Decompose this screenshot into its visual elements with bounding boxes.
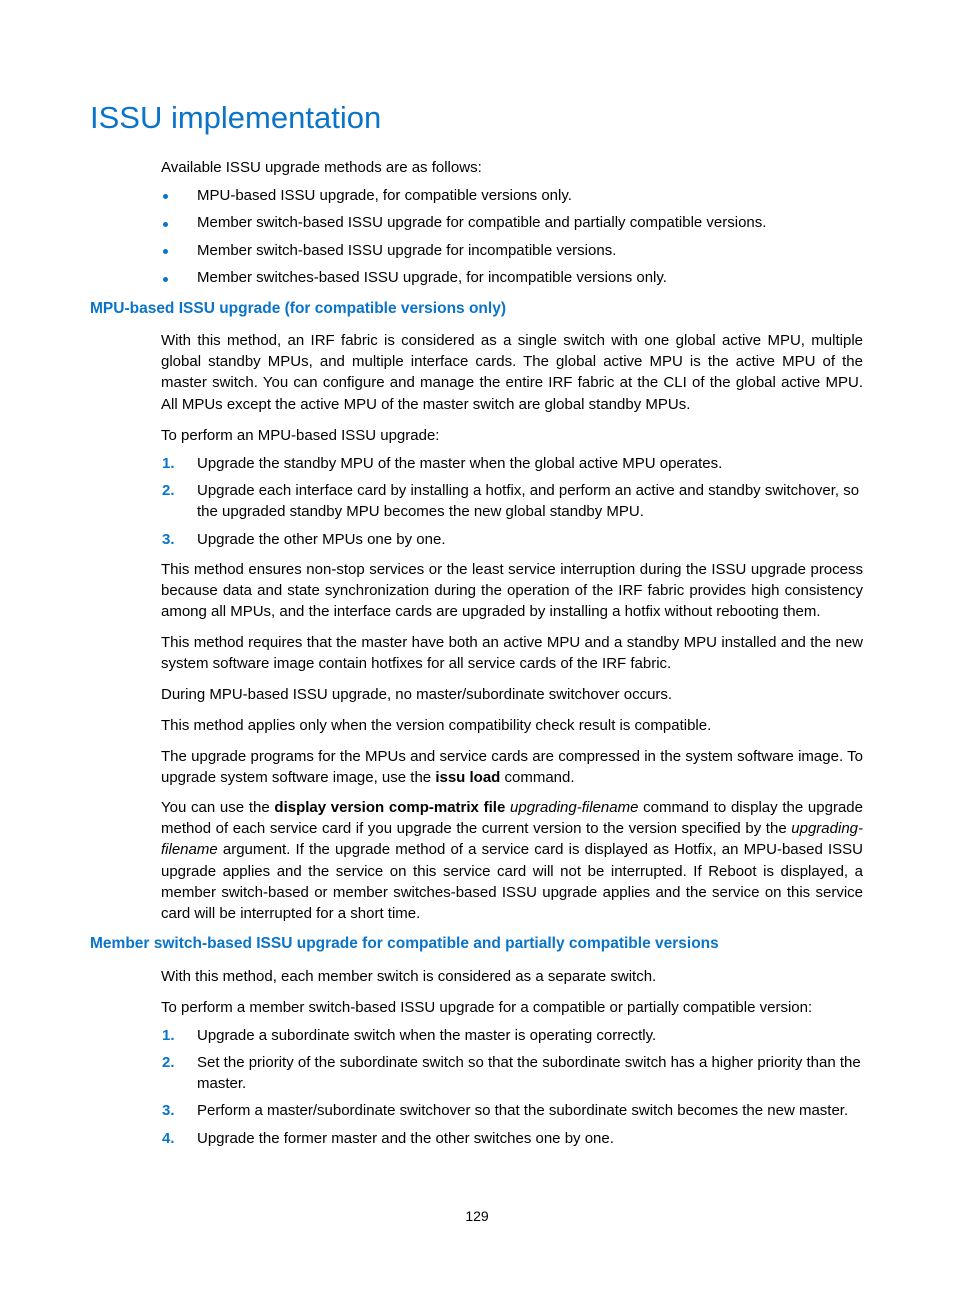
paragraph: With this method, each member switch is considered as a separate switch. — [161, 968, 657, 985]
page-title: ISSU implementation — [90, 100, 382, 135]
page-number: 129 — [465, 1208, 489, 1224]
paragraph: During MPU-based ISSU upgrade, no master/subordinate switchover occurs. — [161, 686, 673, 703]
command-argument: upgrading-filename — [161, 820, 863, 859]
command-keyword: display version comp-matrix file — [274, 799, 506, 816]
method-item: Member switch-based ISSU upgrade for incompatible versions. — [197, 242, 617, 259]
paragraph-comp-matrix — [161, 797, 863, 924]
step-text: Upgrade a subordinate switch when the master is operating correctly. — [197, 1027, 657, 1044]
step-text: Upgrade the standby MPU of the master when the global active MPU operates. — [197, 455, 723, 472]
step-number: 2. — [162, 1054, 175, 1071]
step-text: Upgrade the former master and the other switches one by one. — [197, 1130, 614, 1147]
step-text: Perform a master/subordinate switchover so that the subordinate switch becomes the new master. — [197, 1102, 849, 1119]
text-run: You can use the — [161, 799, 275, 816]
step-number: 3. — [162, 1102, 175, 1119]
step-text: Set the priority of the subordinate switch so that the subordinate switch has a higher priority than the master. — [197, 1054, 861, 1093]
method-item: Member switch-based ISSU upgrade for compatible and partially compatible versions. — [197, 214, 767, 231]
text-run: command. — [500, 769, 575, 787]
step-number: 2. — [162, 482, 175, 499]
step-number: 1. — [162, 1027, 175, 1044]
paragraph: This method applies only when the version compatibility check result is compatible. — [161, 717, 712, 734]
command-argument: upgrading-filename — [510, 799, 639, 816]
paragraph: To perform a member switch-based ISSU upgrade for a compatible or partially compatible version: — [161, 999, 813, 1016]
paragraph-issu-load — [161, 746, 863, 788]
intro-text: Available ISSU upgrade methods are as follows: — [161, 159, 482, 176]
paragraph: To perform an MPU-based ISSU upgrade: — [161, 427, 440, 444]
step-text: Upgrade the other MPUs one by one. — [197, 531, 446, 548]
bullet-icon — [163, 222, 171, 230]
paragraph: This method ensures non-stop services or the least service interruption during the ISSU upgrade process because data and state synchronization during the operation of the IRF fabric provides high consistency among all MPUs, and the interface cards are upgraded by installing a hotfix without rebooting them. — [161, 561, 863, 621]
bullet-icon — [163, 249, 171, 257]
method-item: Member switches-based ISSU upgrade, for incompatible versions only. — [197, 269, 667, 286]
step-number: 3. — [162, 531, 175, 548]
method-item: MPU-based ISSU upgrade, for compatible versions only. — [197, 187, 572, 204]
command-keyword: issu load — [435, 769, 501, 787]
step-text: Upgrade each interface card by installing a hotfix, and perform an active and standby switchover, so the upgraded standby MPU becomes the new global standby MPU. — [197, 482, 860, 521]
bullet-icon — [163, 194, 171, 202]
paragraph: This method requires that the master have both an active MPU and a standby MPU installed and the new system software image contain hotfixes for all service cards of the IRF fabric. — [161, 634, 863, 673]
text-run: The upgrade programs for the MPUs and service cards are compressed in the system software image. To upgrade system software image, use the — [161, 748, 863, 787]
text-run: argument. If the upgrade method of a service card is displayed as Hotfix, an MPU-based ISSU upgrade applies and the service on this service card will not be interrupted. If Reboot is displayed, a member switch-based or member switches-based ISSU upgrade applies and the service on this service card will be interrupted for a short time. — [161, 841, 863, 923]
paragraph: With this method, an IRF fabric is considered as a single switch with one global active MPU, multiple global standby MPUs, and multiple interface cards. The global active MPU is the active MPU of the master switch. You can configure and manage the entire IRF fabric at the CLI of the global active MPU. All MPUs except the active MPU of the master switch are global standby MPUs. — [161, 332, 863, 413]
section-heading-member: Member switch-based ISSU upgrade for compatible and partially compatible versions — [90, 935, 719, 952]
step-number: 1. — [162, 455, 175, 472]
section-heading-mpu: MPU-based ISSU upgrade (for compatible versions only) — [90, 300, 506, 317]
text-run: command to display the upgrade method of each service card if you upgrade the current version to the version specified by the — [161, 799, 863, 838]
bullet-icon — [163, 277, 171, 285]
step-number: 4. — [162, 1130, 175, 1147]
